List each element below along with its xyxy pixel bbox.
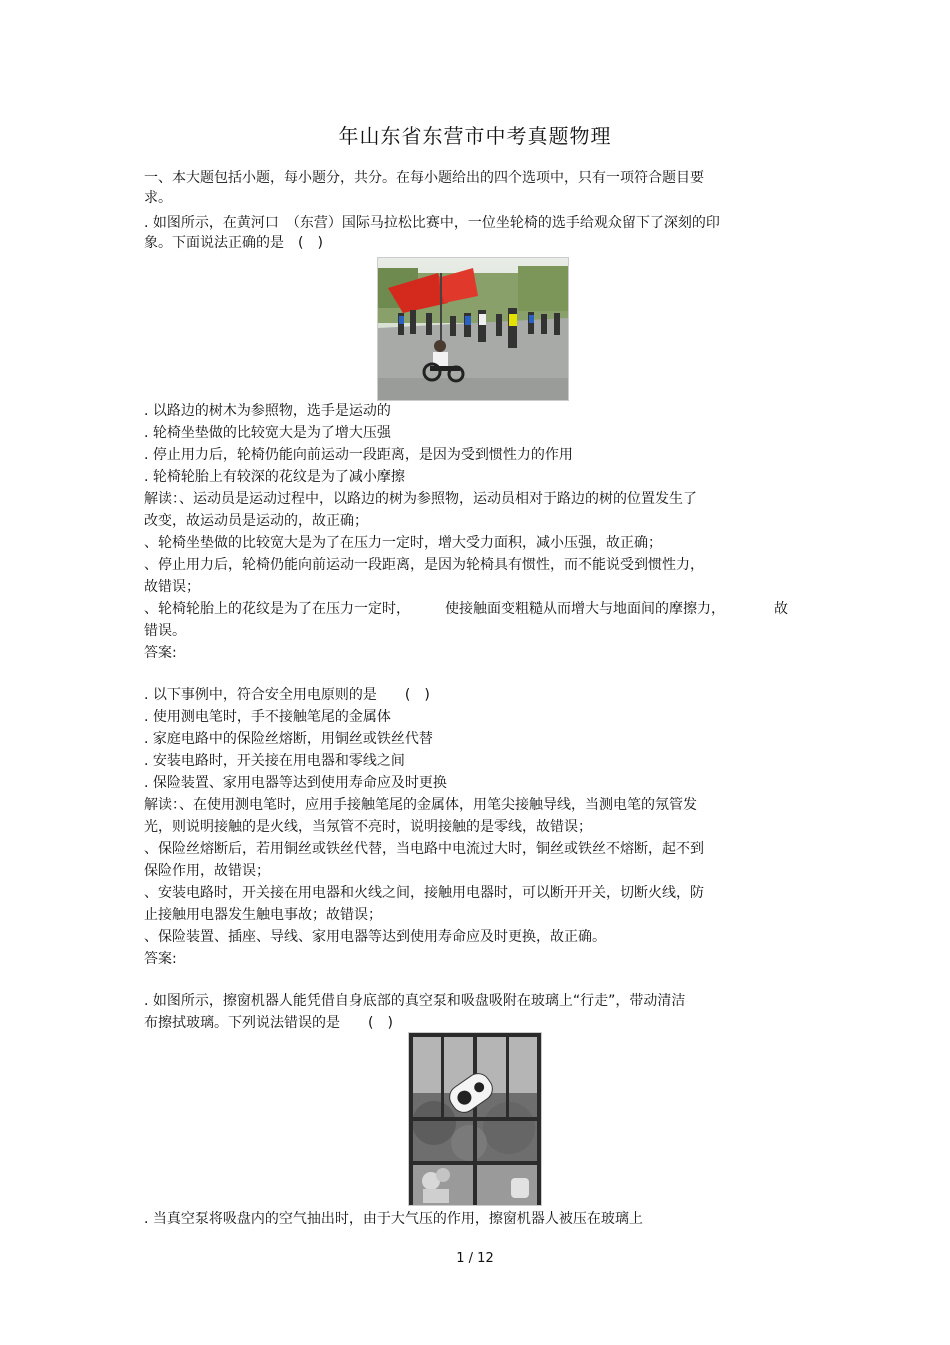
option-c: . 安装电路时，开关接在用电器和零线之间	[144, 753, 405, 769]
section-header-line: 求。	[144, 190, 172, 206]
explanation-line: 、保险装置、插座、导线、家用电器等达到使用寿命应及时更换，故正确。	[144, 929, 606, 945]
marathon-wheelchair-photo	[377, 257, 569, 401]
option-c: . 停止用力后，轮椅仍能向前运动一段距离，是因为受到惯性力的作用	[144, 447, 573, 463]
option-a: . 使用测电笔时，手不接触笔尾的金属体	[144, 709, 391, 725]
explanation-line: 、轮椅坐垫做的比较宽大是为了在压力一定时，增大受力面积，减小压强，故正确；	[144, 535, 662, 551]
explanation-line: 、停止用力后，轮椅仍能向前运动一段距离，是因为轮椅具有惯性，而不能说受到惯性力，	[144, 557, 704, 573]
option-b: . 轮椅坐垫做的比较宽大是为了增大压强	[144, 425, 391, 441]
explanation-line: 解读：、在使用测电笔时，应用手接触笔尾的金属体，用笔尖接触导线，当测电笔的氖管发	[144, 797, 697, 813]
window-robot-photo	[408, 1032, 542, 1206]
explanation-line: 光，则说明接触的是火线，当氖管不亮时，说明接触的是零线，故错误；	[144, 819, 592, 835]
option-a: . 以路边的树木为参照物，选手是运动的	[144, 403, 391, 419]
explanation-line: 改变，故运动员是运动的，故正确；	[144, 513, 368, 529]
marathon-photo-image	[378, 258, 568, 400]
answer-label: 答案:	[144, 951, 177, 967]
option-d: . 保险装置、家用电器等达到使用寿命应及时更换	[144, 775, 447, 791]
explanation-line: 解读：、运动员是运动过程中，以路边的树为参照物，运动员相对于路边的树的位置发生了	[144, 491, 697, 507]
explanation-line: 故错误；	[144, 579, 200, 595]
question-stem: . 如图所示，擦窗机器人能凭借自身底部的真空泵和吸盘吸附在玻璃上“行走”，带动清洁	[144, 993, 686, 1009]
question-stem: 象。下面说法正确的是 ( )	[144, 235, 323, 251]
section-header-line: 一、本大题包括小题，每小题分，共分。在每小题给出的四个选项中，只有一项符合题目要	[144, 170, 704, 186]
option-d: . 轮椅轮胎上有较深的花纹是为了减小摩擦	[144, 469, 405, 485]
explanation-line: 、轮椅轮胎上的花纹是为了在压力一定时， 使接触面变粗糙从而增大与地面间的摩擦力， 故	[144, 601, 788, 617]
explanation-line: 、保险丝熔断后，若用铜丝或铁丝代替，当电路中电流过大时，铜丝或铁丝不熔断，起不到	[144, 841, 704, 857]
explanation-line: 、安装电路时，开关接在用电器和火线之间，接触用电器时，可以断开开关，切断火线，防	[144, 885, 704, 901]
question-stem: . 如图所示，在黄河口 （东营）国际马拉松比赛中，一位坐轮椅的选手给观众留下了深刻的印	[144, 215, 720, 231]
answer-label: 答案:	[144, 645, 177, 661]
explanation-line: 错误。	[144, 623, 186, 639]
page-number: 1 / 12	[456, 1251, 494, 1266]
explanation-line: 保险作用，故错误；	[144, 863, 270, 879]
page-title: 年山东省东营市中考真题物理	[338, 124, 612, 148]
question-stem: 布擦拭玻璃。下列说法错误的是 ( )	[144, 1015, 393, 1031]
window-robot-image	[409, 1033, 541, 1205]
explanation-line: 止接触用电器发生触电事故；故错误；	[144, 907, 382, 923]
question-stem: . 以下事例中，符合安全用电原则的是 ( )	[144, 687, 430, 703]
option-b: . 家庭电路中的保险丝熔断，用铜丝或铁丝代替	[144, 731, 433, 747]
option-a: . 当真空泵将吸盘内的空气抽出时，由于大气压的作用，擦窗机器人被压在玻璃上	[144, 1211, 643, 1227]
